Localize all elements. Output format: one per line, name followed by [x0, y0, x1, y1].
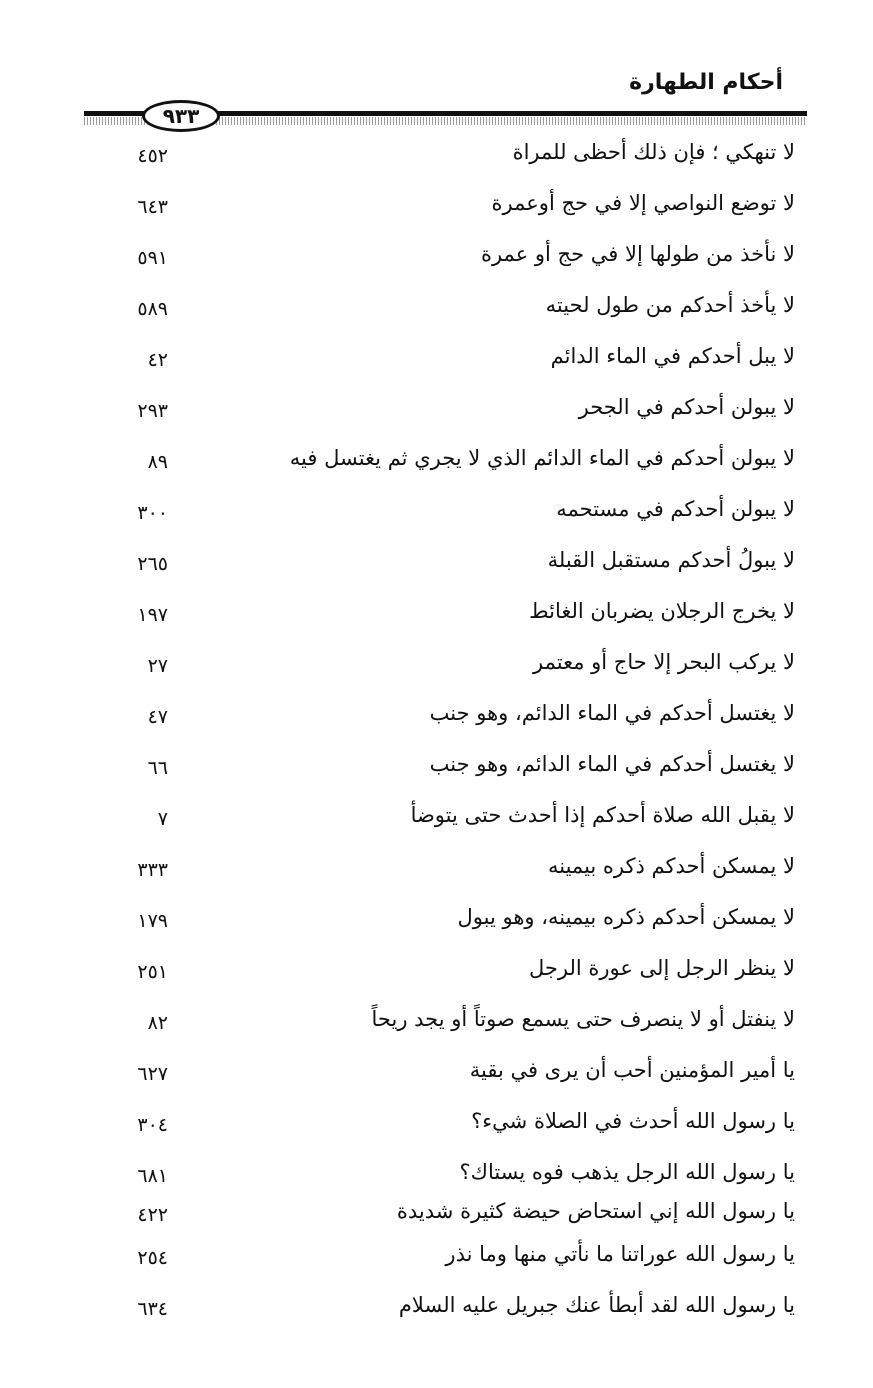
running-header-title: أحكام الطهارة — [629, 70, 783, 95]
entry-text: يا رسول الله إني استحاض حيضة كثيرة شديدة — [396, 1199, 795, 1223]
index-entry — [0, 1001, 873, 1041]
entry-text: لا يغتسل أحدكم في الماء الدائم، وهو جنب — [429, 701, 795, 725]
entry-page-number: ٤٢٢ — [137, 1204, 168, 1226]
entry-page-number: ٦٤٣ — [137, 196, 168, 218]
entry-text: لا يبولن أحدكم في الماء الدائم الذي لا يجري ثم يغتسل فيه — [289, 446, 795, 470]
index-entry — [0, 1154, 873, 1194]
entry-page-number: ٨٩ — [147, 451, 168, 473]
entry-text: يا رسول الله عوراتنا ما نأتي منها وما نذر — [445, 1242, 795, 1266]
entry-text: لا ينظر الرجل إلى عورة الرجل — [528, 956, 795, 980]
entry-text: يا رسول الله لقد أبطأ عنك جبريل عليه السلام — [398, 1293, 795, 1317]
entry-page-number: ٦٣٤ — [137, 1298, 168, 1320]
entry-page-number: ٧ — [157, 808, 168, 830]
index-entry — [0, 236, 873, 276]
entry-text: لا يغتسل أحدكم في الماء الدائم، وهو جنب — [429, 752, 795, 776]
entry-page-number: ٨٢ — [147, 1012, 168, 1034]
index-entry — [0, 1193, 873, 1233]
index-entry — [0, 695, 873, 735]
entry-page-number: ٢٩٣ — [137, 400, 168, 422]
index-entry — [0, 542, 873, 582]
entry-text: لا يخرج الرجلان يضربان الغائط — [529, 599, 795, 623]
index-entry — [0, 1103, 873, 1143]
index-entry — [0, 185, 873, 225]
entry-page-number: ٦٢٧ — [137, 1063, 168, 1085]
entry-page-number: ٣٣٣ — [137, 859, 168, 881]
entry-text: لا توضع النواصي إلا في حج أوعمرة — [491, 191, 795, 215]
entry-text: يا رسول الله الرجل يذهب فوه يستاك؟ — [459, 1160, 795, 1184]
index-entry — [0, 1287, 873, 1327]
index-entry — [0, 950, 873, 990]
entry-text: لا نأخذ من طولها إلا في حج أو عمرة — [480, 242, 795, 266]
index-entry — [0, 746, 873, 786]
entry-text: لا يمسكن أحدكم ذكره بيمينه، وهو يبول — [457, 905, 795, 929]
index-entry — [0, 1052, 873, 1092]
entry-text: يا أمير المؤمنين أحب أن يرى في بقية — [469, 1058, 795, 1082]
entry-page-number: ٤٥٢ — [137, 145, 168, 167]
entry-text: لا يبولن أحدكم في مستحمه — [556, 497, 795, 521]
entry-text: لا يقبل الله صلاة أحدكم إذا أحدث حتى يتوضأ — [410, 803, 795, 827]
index-entry — [0, 287, 873, 327]
entry-page-number: ٦٨١ — [137, 1165, 168, 1187]
index-entry — [0, 899, 873, 939]
index-entry — [0, 134, 873, 174]
entry-text: لا يمسكن أحدكم ذكره بيمينه — [548, 854, 795, 878]
entry-text: لا ينفتل أو لا ينصرف حتى يسمع صوتاً أو يجد ريحاً — [371, 1007, 795, 1031]
entry-page-number: ٣٠٠ — [137, 502, 168, 524]
entry-page-number: ١٩٧ — [137, 604, 168, 626]
entry-page-number: ٥٨٩ — [137, 298, 168, 320]
entry-page-number: ١٧٩ — [137, 910, 168, 932]
index-entry — [0, 338, 873, 378]
entry-page-number: ٣٠٤ — [137, 1114, 168, 1136]
entry-page-number: ٤٧ — [147, 706, 168, 728]
entry-page-number: ٢٧ — [147, 655, 168, 677]
index-entry — [0, 593, 873, 633]
index-entry — [0, 1236, 873, 1276]
entry-text: لا يبولُ أحدكم مستقبل القبلة — [547, 548, 795, 572]
entry-text: لا يأخذ أحدكم من طول لحيته — [545, 293, 795, 317]
page-number-badge: ٩٣٣ — [142, 100, 220, 132]
entry-page-number: ٥٩١ — [137, 247, 168, 269]
entry-text: لا يبولن أحدكم في الجحر — [578, 395, 795, 419]
index-entry — [0, 797, 873, 837]
index-entry — [0, 389, 873, 429]
entry-page-number: ٢٥١ — [137, 961, 168, 983]
entry-text: لا يبل أحدكم في الماء الدائم — [550, 344, 795, 368]
index-entry — [0, 440, 873, 480]
entry-text: لا يركب البحر إلا حاج أو معتمر — [533, 650, 795, 674]
entry-text: لا تنهكي ؛ فإن ذلك أحظى للمراة — [512, 140, 795, 164]
entry-page-number: ٤٢ — [147, 349, 168, 371]
index-entry — [0, 644, 873, 684]
entry-text: يا رسول الله أحدث في الصلاة شيء؟ — [471, 1109, 795, 1133]
index-entry — [0, 491, 873, 531]
entry-page-number: ٦٦ — [147, 757, 168, 779]
index-entry — [0, 848, 873, 888]
entry-page-number: ٢٥٤ — [137, 1247, 168, 1269]
entry-page-number: ٢٦٥ — [137, 553, 168, 575]
